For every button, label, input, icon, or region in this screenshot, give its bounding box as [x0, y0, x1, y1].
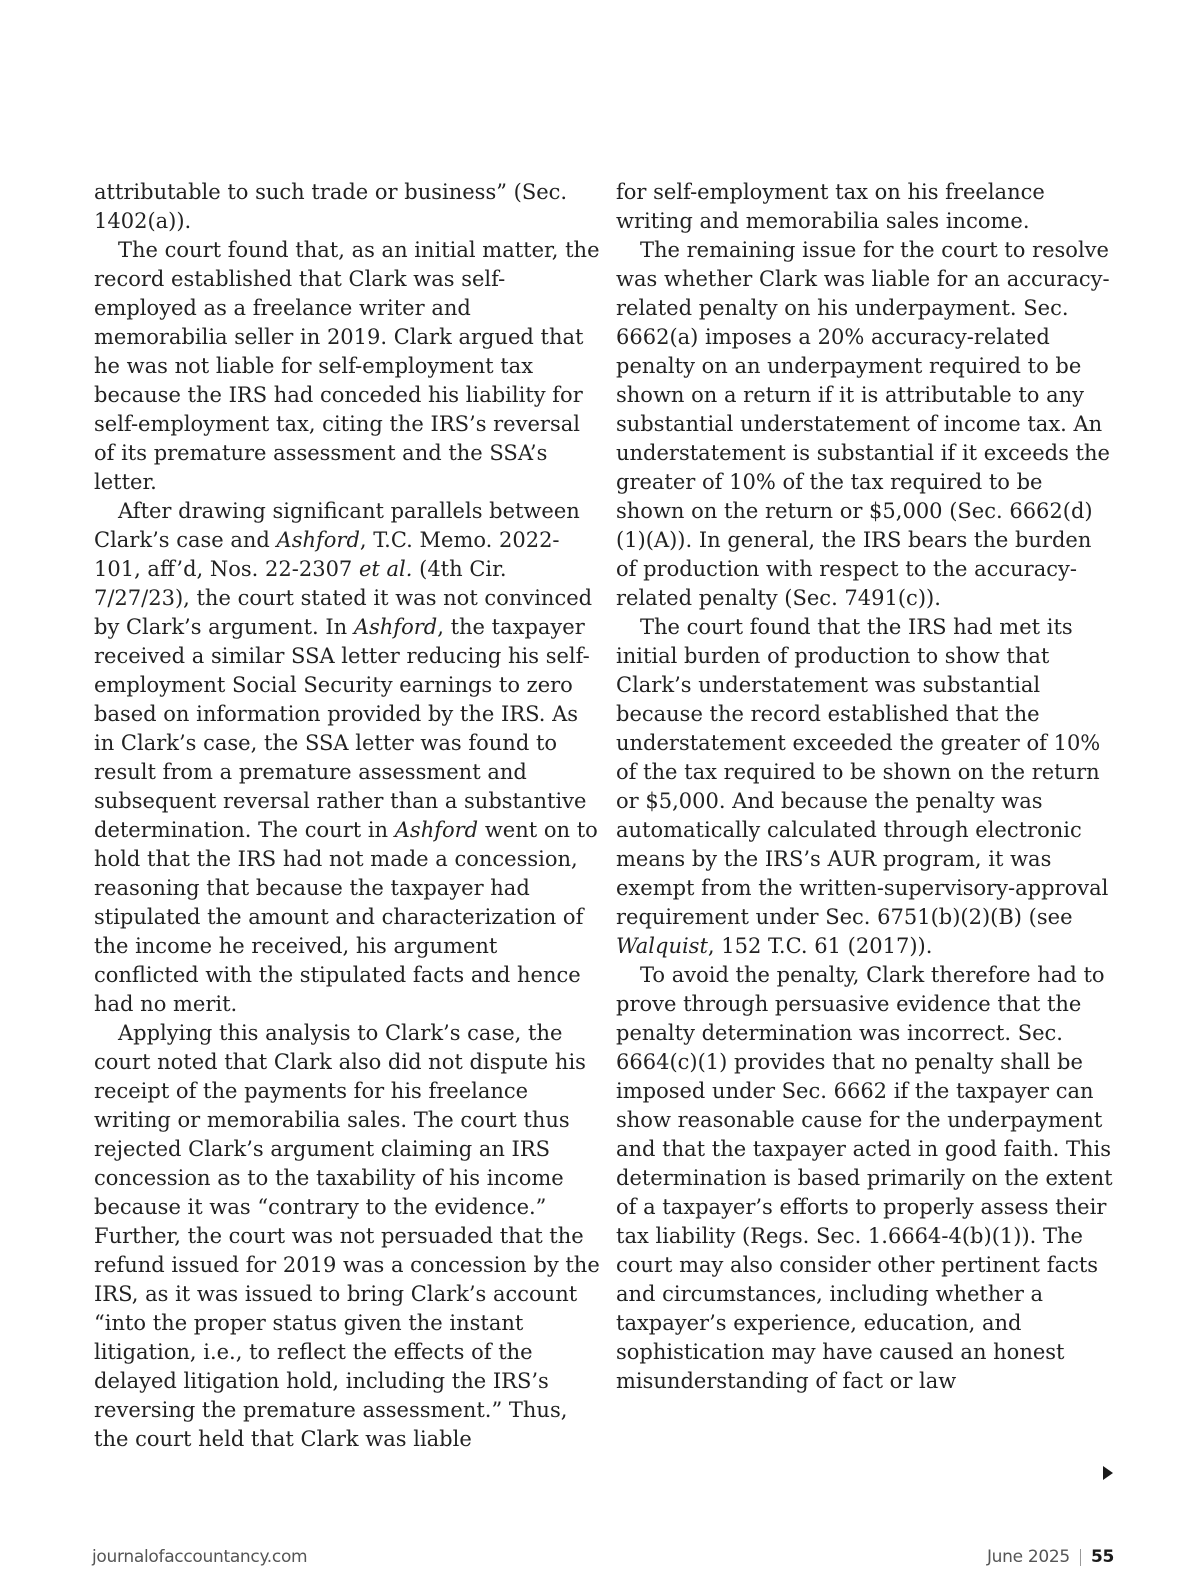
case-name-italic: Ashford — [394, 818, 479, 842]
paragraph — [616, 613, 1114, 961]
case-name-italic: Ashford — [276, 528, 360, 552]
paragraph — [94, 497, 600, 1019]
right-text-column — [616, 178, 1114, 1396]
folio-divider — [1080, 1549, 1081, 1566]
case-name-italic: Walquist — [616, 934, 708, 958]
text-run: , T.C. Memo. 2022-101, aff’d, Nos. 22-2307 — [94, 528, 560, 581]
footer-website: journalofaccountancy.com — [92, 1547, 308, 1567]
page-number: 55 — [1090, 1547, 1114, 1567]
text-run: went on to hold that the IRS had not made a concession, reasoning that because the taxpayer had stipulated the amount and characterization of the income he received, his argument conflicted with the stipulated facts and hence had no merit. — [94, 818, 598, 1016]
paragraph: The court found that, as an initial matter, the record established that Clark was self-employed as a freelance writer and memorabilia seller in 2019. Clark argued that he was not liable for self-employment tax because the IRS had conceded his liability for self-employment tax, citing the IRS’s reversal of its premature assessment and the SSA’s letter. — [94, 238, 600, 494]
footer-folio — [987, 1547, 1114, 1567]
text-run: The court found that the IRS had met its initial burden of production to show that Clark’s understatement was substantial because the record established that the understatement exceeded the greater of 10% of the tax required to be shown on the return or $5,000. And because the penalty was automatically calculated through electronic means by the IRS’s AUR program, it was exempt from the written-supervisory-approval requirement under Sec. 6751(b)(2)(B) (see — [616, 615, 1109, 929]
text-run: (4th Cir. 7/27/23), the court stated it was not convinced by Clark’s argument. In — [94, 557, 593, 639]
left-text-column — [94, 178, 600, 1454]
paragraph: To avoid the penalty, Clark therefore had to prove through persuasive evidence that the penalty determination was incorrect. Sec. 6664(c)(1) provides that no penalty shall be imposed under Sec. 6662 if the taxpayer can show reasonable cause for the underpayment and that the taxpayer acted in good faith. This determination is based primarily on the extent of a taxpayer’s efforts to properly assess their tax liability (Regs. Sec. 1.6664-4(b)(1)). The court may also consider other pertinent facts and circumstances, including whether a taxpayer’s experience, education, and sophistication may have caused an honest misunderstanding of fact or law — [616, 963, 1113, 1393]
continue-arrow-icon — [1103, 1466, 1113, 1480]
issue-date: June 2025 — [986, 1547, 1070, 1567]
italic-text: et al. — [358, 557, 413, 581]
text-run: , 152 T.C. 61 (2017)). — [707, 934, 933, 958]
paragraph: attributable to such trade or business” (Sec. 1402(a)). — [94, 180, 568, 233]
text-run: After drawing significant parallels between Clark’s case and — [94, 499, 580, 552]
paragraph: for self-employment tax on his freelance writing and memorabilia sales income. — [616, 180, 1045, 233]
paragraph: The remaining issue for the court to resolve was whether Clark was liable for an accuracy-related penalty on his underpayment. Sec. 6662(a) imposes a 20% accuracy-related penalty on an underpayment required to be shown on a return if it is attributable to any substantial understatement of income tax. An understatement is substantial if it exceeds the greater of 10% of the tax required to be shown on the return or $5,000 (Sec. 6662(d)(1)(A)). In general, the IRS bears the burden of production with respect to the accuracy-related penalty (Sec. 7491(c)). — [616, 238, 1110, 610]
text-run: , the taxpayer received a similar SSA letter reducing his self-employment Social Security earnings to zero based on information provided by the IRS. As in Clark’s case, the SSA letter was found to result from a premature assessment and subsequent reversal rather than a substantive determination. The court in — [94, 615, 590, 842]
case-name-italic: Ashford — [353, 615, 438, 639]
paragraph: Applying this analysis to Clark’s case, the court noted that Clark also did not dispute his receipt of the payments for his freelance writing or memorabilia sales. The court thus rejected Clark’s argument claiming an IRS concession as to the taxability of his income because it was “contrary to the evidence.” Further, the court was not persuaded that the refund issued for 2019 was a concession by the IRS, as it was issued to bring Clark’s account “into the proper status given the instant litigation, i.e., to reflect the effects of the delayed litigation hold, including the IRS’s reversing the premature assessment.” Thus, the court held that Clark was liable — [94, 1021, 600, 1451]
